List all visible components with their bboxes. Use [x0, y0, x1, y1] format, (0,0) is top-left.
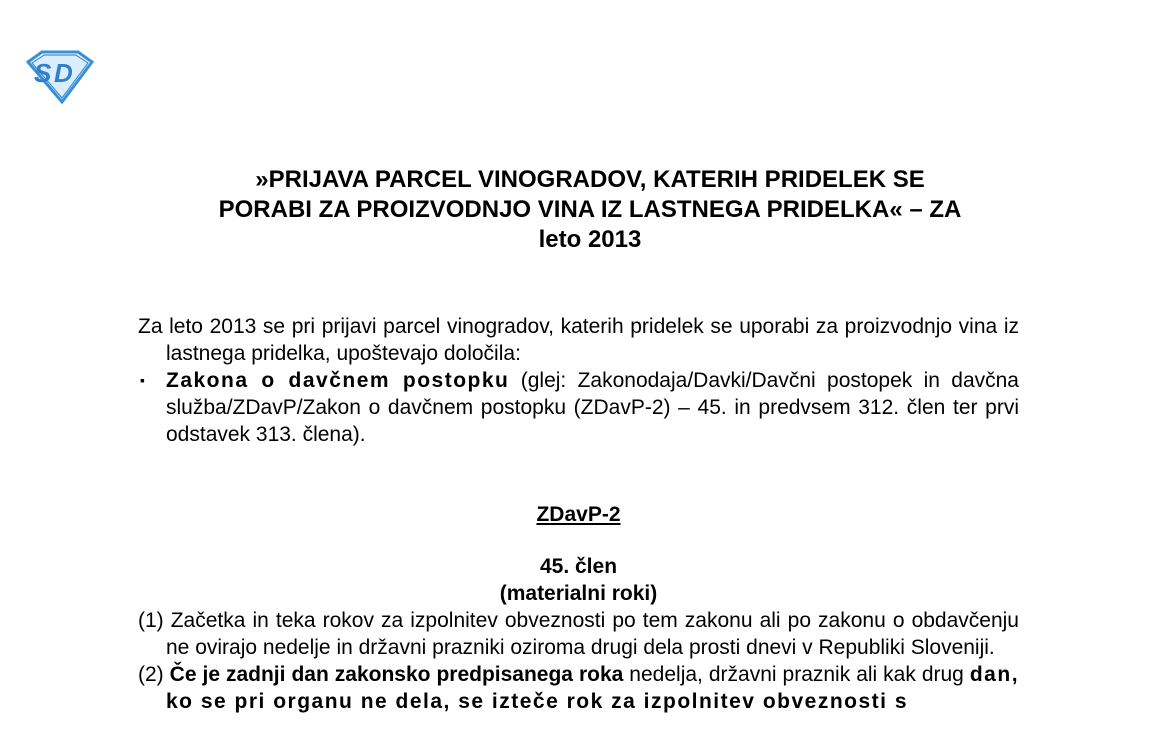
article-body [138, 607, 1019, 715]
paragraph-2-bold-2: dan, ko se pri organu ne dela, se izteče rok za izpolnitev obveznosti s [166, 663, 1020, 713]
svg-text:S: S [34, 58, 52, 88]
bullet-bold-text: Zakona o davčnem postopku [166, 369, 510, 392]
article-number: 45. člen [539, 555, 618, 578]
svg-text:D: D [54, 58, 73, 88]
paragraph-2-text-1: nedelja, državni praznik ali kak drug [623, 663, 970, 686]
sd-logo-icon [22, 48, 96, 104]
paragraph-2 [138, 661, 1019, 715]
bullet-marker: ▪ [140, 372, 145, 388]
title-line-1: »PRIJAVA PARCEL VINOGRADOV, KATERIH PRIDELEK SE [255, 166, 925, 193]
paragraph-2-number: (2) [138, 663, 170, 686]
intro-paragraph: Za leto 2013 se pri prijavi parcel vinogradov, katerih pridelek se uporabi za proizvodnjo vina iz lastnega pridelka, upoštevajo določila: [138, 315, 1019, 365]
paragraph-1: (1) Začetka in teka rokov za izpolnitev obveznosti po tem zakonu ali po zakonu o obdavčenju ne ovirajo nedelje in državni prazniki oziroma drugi dela prosti dnevi v Republiki Sloveniji. [138, 609, 1019, 659]
bullet-text: (glej: Zakonodaja/Davki/Davčni postopek in davčna služba/ZDavP/Zakon o davčnem postopku (ZDavP-2) – 45. in predvsem 312. člen ter prvi odstavek 313. člena). [166, 369, 1019, 446]
document-title [160, 165, 1020, 255]
section-heading: ZDavP-2 [536, 503, 621, 526]
title-line-2: PORABI ZA PROIZVODNJO VINA IZ LASTNEGA PRIDELKA« – ZA [218, 196, 962, 223]
title-line-3: leto 2013 [538, 226, 642, 253]
paragraph-2-bold-1: Če je zadnji dan zakonsko predpisanega roka [169, 663, 624, 686]
article-subtitle: (materialni roki) [499, 582, 658, 605]
intro-block [138, 313, 1019, 448]
bullet-item [138, 367, 1019, 448]
